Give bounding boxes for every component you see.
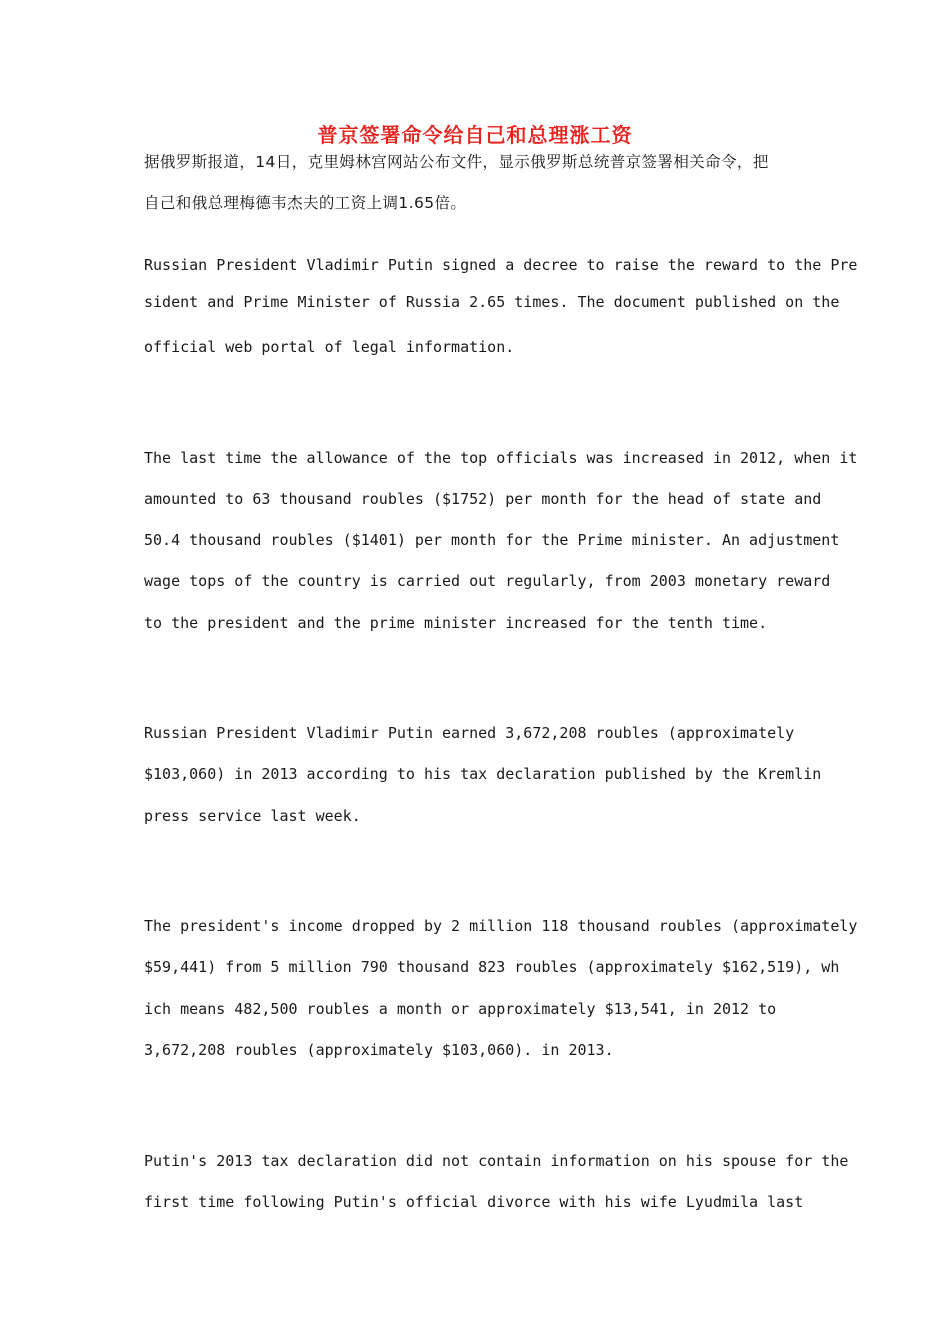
text-line: $59,441) from 5 million 790 thousand 823 roubles (approximately $162,519), wh: [144, 958, 840, 976]
text-line: Putin's 2013 tax declaration did not contain information on his spouse for the: [144, 1152, 849, 1170]
text-line: $103,060) in 2013 according to his tax declaration published by the Kremlin: [144, 765, 822, 783]
text-line: press service last week.: [144, 807, 361, 825]
text-line: sident and Prime Minister of Russia 2.65 times. The document published on the: [144, 293, 840, 311]
text-line: 据俄罗斯报道，14日，克里姆林宫网站公布文件，显示俄罗斯总统普京签署相关命令，把: [144, 153, 769, 171]
text-line: official web portal of legal information.: [144, 338, 515, 356]
page-title: 普京签署命令给自己和总理涨工资: [317, 123, 633, 147]
text-line: to the president and the prime minister increased for the tenth time.: [144, 614, 768, 632]
text-line: Russian President Vladimir Putin signed a decree to raise the reward to the Pre: [144, 256, 858, 274]
text-line: amounted to 63 thousand roubles ($1752) per month for the head of state and: [144, 490, 822, 508]
text-line: 50.4 thousand roubles ($1401) per month for the Prime minister. An adjustment: [144, 531, 840, 549]
text-line: 自己和俄总理梅德韦杰夫的工资上调1.65倍。: [144, 194, 467, 212]
text-line: 3,672,208 roubles (approximately $103,060). in 2013.: [144, 1041, 614, 1059]
text-line: wage tops of the country is carried out regularly, from 2003 monetary reward: [144, 572, 831, 590]
text-line: The last time the allowance of the top officials was increased in 2012, when it: [144, 449, 858, 467]
text-line: Russian President Vladimir Putin earned 3,672,208 roubles (approximately: [144, 724, 795, 742]
text-line: ich means 482,500 roubles a month or approximately $13,541, in 2012 to: [144, 1000, 777, 1018]
text-line: The president's income dropped by 2 million 118 thousand roubles (approximately: [144, 917, 858, 935]
text-line: first time following Putin's official divorce with his wife Lyudmila last: [144, 1193, 804, 1211]
